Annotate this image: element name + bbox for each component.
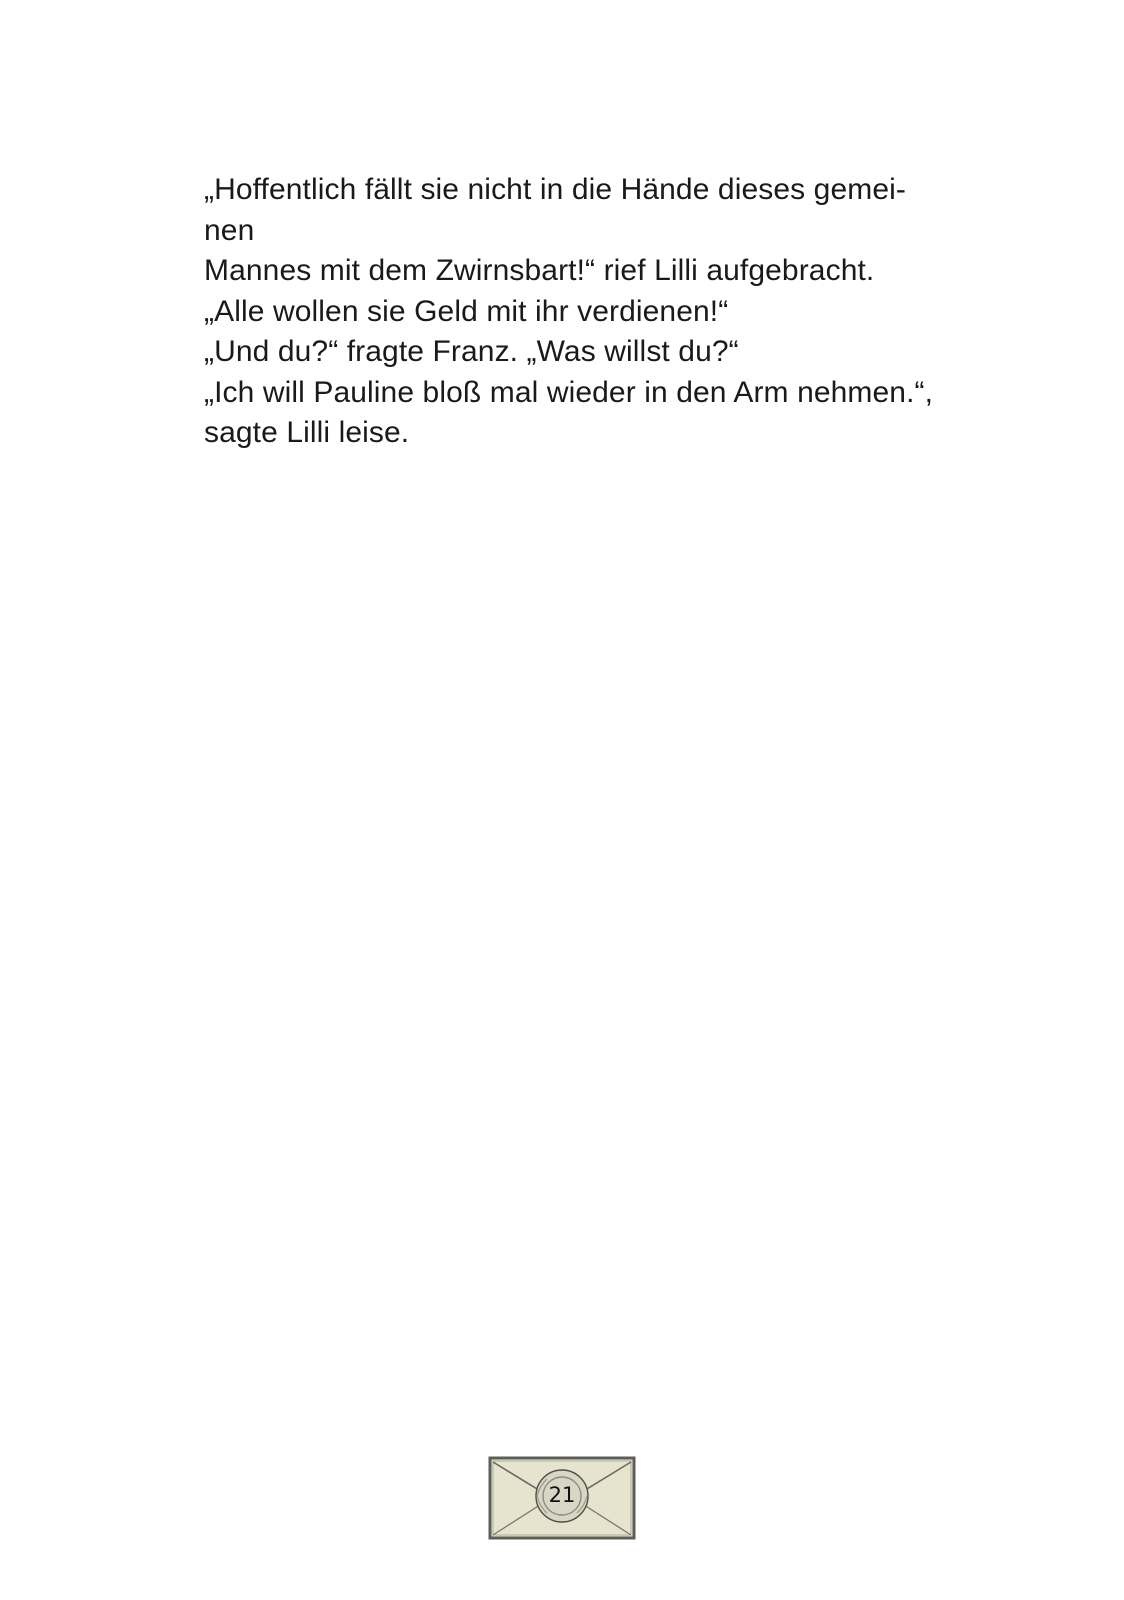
- text-line: „Und du?“ fragte Franz. „Was willst du?“: [204, 335, 739, 368]
- text-line: sagte Lilli leise.: [204, 416, 410, 449]
- text-line: „Hoffentlich fällt sie nicht in die Hände dieses gemei-: [204, 173, 906, 206]
- text-line: „Ich will Pauline bloß mal wieder in den Arm nehmen.“,: [204, 375, 934, 409]
- text-line: Mannes mit dem Zwirnsbart!“ rief Lilli aufgebracht.: [204, 254, 875, 287]
- text-line: „Alle wollen sie Geld mit ihr verdienen!“: [204, 294, 729, 328]
- page-number: 21: [548, 1483, 576, 1507]
- text-line: nen: [204, 213, 255, 247]
- body-text: [204, 170, 964, 454]
- page-number-badge: [487, 1455, 637, 1541]
